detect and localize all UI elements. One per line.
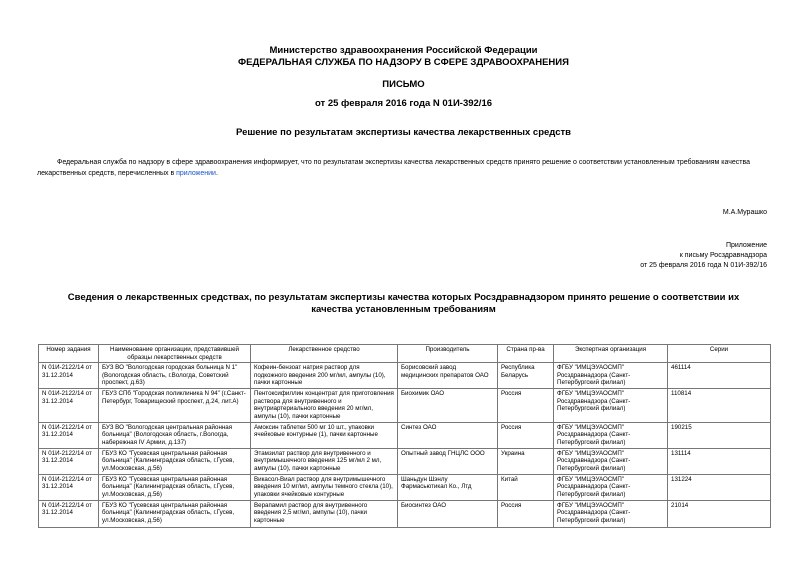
col-header: Экспертная организация: [554, 345, 668, 363]
cell-manufacturer: Опытный завод ГНЦЛС ООО: [398, 448, 498, 474]
letter-heading: ПИСЬМО: [382, 79, 425, 90]
col-header: Страна пр-ва: [498, 345, 554, 363]
body-text-end: .: [215, 169, 218, 177]
service-title: ФЕДЕРАЛЬНАЯ СЛУЖБА ПО НАДЗОРУ В СФЕРЕ ЗДРАВООХРАНЕНИЯ: [238, 57, 569, 68]
table-row: [39, 448, 771, 474]
col-header: Наименование организации, представившей образцы лекарственных средств: [99, 345, 251, 363]
cell-task-number: N 01И-2122/14 от 31.12.2014: [39, 363, 99, 389]
appendix-line-2: к письму Росздравнадзора: [679, 252, 767, 259]
table-row: [39, 422, 771, 448]
cell-country: Россия: [498, 500, 554, 527]
col-header: Лекарственное средство: [251, 345, 398, 363]
cell-series: 190215: [668, 422, 771, 448]
table-row: [39, 474, 771, 500]
cell-series: 21014: [668, 500, 771, 527]
cell-country: Украина: [498, 448, 554, 474]
appendix-line-3: от 25 февраля 2016 года N 01И-392/16: [640, 262, 767, 269]
cell-task-number: N 01И-2122/14 от 31.12.2014: [39, 448, 99, 474]
appendix-reference: [640, 241, 767, 271]
cell-drug: Амоксин таблетки 500 мг 10 шт., упаковки ячейковые контурные (1), пачки картонные: [251, 422, 398, 448]
cell-expert-org: ФГБУ "ИМЦЭУАОСМП" Росздравнадзора (Санкт-Петербургский филиал): [554, 500, 668, 527]
cell-country: Россия: [498, 422, 554, 448]
cell-organization: БУЗ ВО "Вологодская городская больница N 1" (Вологодская область, г.Вологда, Советский проспект, д.63): [99, 363, 251, 389]
cell-series: 131224: [668, 474, 771, 500]
cell-expert-org: ФГБУ "ИМЦЭУАОСМП" Росздравнадзора (Санкт-Петербургский филиал): [554, 363, 668, 389]
appendix-link[interactable]: приложении: [176, 169, 216, 177]
cell-expert-org: ФГБУ "ИМЦЭУАОСМП" Росздравнадзора (Санкт-Петербургский филиал): [554, 474, 668, 500]
cell-organization: ГБУЗ КО "Гусевская центральная районная больница" (Калининградская область, г.Гусев, ул.Московская, д.56): [99, 474, 251, 500]
cell-expert-org: ФГБУ "ИМЦЭУАОСМП" Росздравнадзора (Санкт-Петербургский филиал): [554, 422, 668, 448]
drug-quality-table: [38, 344, 771, 528]
cell-drug: Этамзилат раствор для внутривенного и внутримышечного введения 125 мг/мл 2 мл, ампулы (10), пачки картонные: [251, 448, 398, 474]
letter-body: [37, 158, 772, 179]
col-header: Номер задания: [39, 345, 99, 363]
ministry-title: Министерство здравоохранения Российской Федерации: [269, 45, 538, 56]
cell-drug: Викасол-Виал раствор для внутримышечного введения 10 мг/мл, ампулы темного стекла (10), упаковки ячейковые контурные: [251, 474, 398, 500]
cell-manufacturer: Синтез ОАО: [398, 422, 498, 448]
cell-drug: Пентоксифиллин концентрат для приготовления раствора для внутривенного и внутриартериального введения 20 мг/мл, ампулы (10), пачки картонные: [251, 389, 398, 422]
appendix-title: Сведения о лекарственных средствах, по результатам экспертизы качества которых Росздравнадзором принято решение о соответствии их качества установленным требованиям: [67, 292, 740, 315]
letter-subject: Решение по результатам экспертизы качества лекарственных средств: [236, 127, 571, 138]
body-text-start: Федеральная служба по надзору в сфере здравоохранения информирует, что по результатам экспертизы качества лекарственных средств принято решение о соответствии установленным требованиям качества лекарственных средств, перечисленных в: [37, 159, 751, 177]
cell-expert-org: ФГБУ "ИМЦЭУАОСМП" Росздравнадзора (Санкт-Петербургский филиал): [554, 448, 668, 474]
cell-series: 131114: [668, 448, 771, 474]
cell-organization: ГБУЗ СПб "Городская поликлиника N 94" (г.Санкт-Петербург, Товарищеский проспект, д.24, лит.А): [99, 389, 251, 422]
cell-organization: ГБУЗ КО "Гусевская центральная районная больница" (Калининградская область, г.Гусев, ул.Московская, д.56): [99, 500, 251, 527]
col-header: Серии: [668, 345, 771, 363]
table-row: [39, 500, 771, 527]
signature: М.А.Мурашко: [722, 209, 767, 216]
table-row: [39, 389, 771, 422]
cell-expert-org: ФГБУ "ИМЦЭУАОСМП" Росздравнадзора (Санкт-Петербургский филиал): [554, 389, 668, 422]
cell-manufacturer: Шаньдун Шэнлу Фармасьютикал Ко., Лтд: [398, 474, 498, 500]
cell-manufacturer: Биосинтез ОАО: [398, 500, 498, 527]
cell-drug: Кофеин-бензоат натрия раствор для подкожного введения 200 мг/мл, ампулы (10), пачки картонные: [251, 363, 398, 389]
col-header: Производитель: [398, 345, 498, 363]
cell-series: 461114: [668, 363, 771, 389]
appendix-line-1: Приложение: [725, 242, 767, 249]
cell-country: Китай: [498, 474, 554, 500]
cell-task-number: N 01И-2122/14 от 31.12.2014: [39, 422, 99, 448]
letter-date-number: от 25 февраля 2016 года N 01И-392/16: [314, 98, 493, 109]
cell-country: Республика Беларусь: [498, 363, 554, 389]
cell-series: 110814: [668, 389, 771, 422]
cell-country: Россия: [498, 389, 554, 422]
cell-organization: БУЗ ВО "Вологодская центральная районная больница" (Вологодская область, г.Вологда, набережная IV Армии, д.137): [99, 422, 251, 448]
cell-manufacturer: Борисовский завод медицинских препаратов ОАО: [398, 363, 498, 389]
cell-organization: ГБУЗ КО "Гусевская центральная районная больница" (Калининградская область, г.Гусев, ул.Московская, д.56): [99, 448, 251, 474]
cell-task-number: N 01И-2122/14 от 31.12.2014: [39, 474, 99, 500]
cell-task-number: N 01И-2122/14 от 31.12.2014: [39, 500, 99, 527]
cell-task-number: N 01И-2122/14 от 31.12.2014: [39, 389, 99, 422]
table-header-row: [39, 345, 771, 363]
table-row: [39, 363, 771, 389]
cell-drug: Верапамил раствор для внутривенного введения 2,5 мг/мл, ампулы (10), пачки картонные: [251, 500, 398, 527]
cell-manufacturer: Биохимик ОАО: [398, 389, 498, 422]
